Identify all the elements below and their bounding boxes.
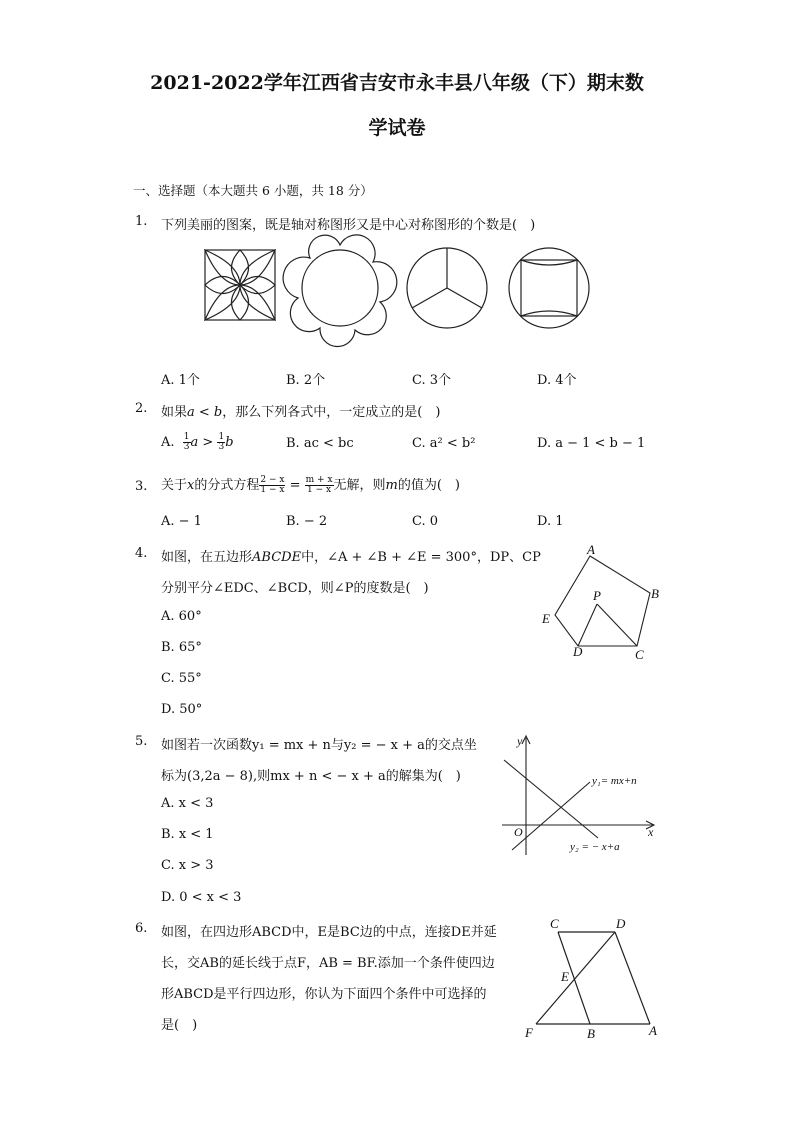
q5-line2: 标为(3,2a − 8),则mx + n < − x + a的解集为( ) — [161, 769, 461, 784]
q6-line4: 是( ) — [161, 1018, 198, 1033]
label-C: C — [635, 647, 644, 662]
q5-option-a: A. x < 3 — [161, 796, 214, 811]
q2-option-a: A. $\frac{1}{3}$ a > $\frac{1}{3}$ b — [161, 432, 234, 452]
label-C: C — [550, 916, 559, 931]
label-D: D — [616, 916, 626, 931]
q4-option-c: C. 55° — [161, 671, 202, 686]
page-title: 2021-2022学年江西省吉安市永丰县八年级（下）期末数 — [150, 72, 644, 94]
q3-option-b: B. − 2 — [286, 514, 328, 529]
q1-pattern-figures — [195, 240, 595, 360]
line2-label: y₂ = − x+a — [570, 841, 620, 853]
q5-graph-figure — [498, 730, 668, 860]
q1-stem: 下列美丽的图案，既是轴对称图形又是中心对称图形的个数是( ) — [161, 218, 536, 233]
q5-option-c: C. x > 3 — [161, 858, 214, 873]
label-F: F — [525, 1025, 533, 1040]
axis-x-label: x — [648, 825, 654, 839]
label-B: B — [587, 1026, 595, 1041]
pattern-three-sector-circle — [407, 248, 487, 328]
q3-stem: 关于x的分式方程 $\frac{2 - x}{1 - x}$ = $\frac{m + x}{1 - x}$ 无解，则m的值为( ) — [161, 475, 461, 495]
q1-number: 1. — [135, 214, 148, 229]
q4-pentagon-figure — [535, 540, 675, 665]
q1-option-c: C. 3个 — [412, 373, 452, 388]
line1-label: y₁= mx+n — [592, 775, 637, 787]
pattern-scalloped-circle — [283, 235, 397, 347]
label-E: E — [561, 969, 569, 984]
label-E: E — [542, 611, 550, 626]
q2-option-d: D. a − 1 < b − 1 — [537, 436, 646, 451]
q2-number: 2. — [135, 401, 148, 416]
q4-number: 4. — [135, 546, 148, 561]
label-A: A — [649, 1023, 657, 1038]
q5-line1: 如图若一次函数y₁ = mx + n与y₂ = − x + a的交点坐 — [161, 738, 477, 753]
axis-y-label: y — [517, 734, 523, 748]
label-B: B — [651, 586, 659, 601]
q4-option-d: D. 50° — [161, 702, 203, 717]
q6-line3: 形ABCD是平行四边形，你认为下面四个条件中可选择的 — [161, 987, 487, 1002]
q4-option-b: B. 65° — [161, 640, 202, 655]
q6-line2: 长，交AB的延长线于点F，AB = BF.添加一个条件使四边 — [161, 956, 495, 971]
q2-option-c: C. a² < b² — [412, 436, 476, 451]
q4-option-a: A. 60° — [161, 609, 202, 624]
q5-option-d: D. 0 < x < 3 — [161, 890, 242, 905]
q2-option-b: B. ac < bc — [286, 436, 354, 451]
q3-option-d: D. 1 — [537, 514, 564, 529]
q3-option-a: A. − 1 — [161, 514, 202, 529]
pattern-square-petals — [205, 250, 275, 320]
label-D: D — [573, 644, 583, 659]
q3-option-c: C. 0 — [412, 514, 439, 529]
label-A: A — [587, 542, 595, 557]
q6-line1: 如图，在四边形ABCD中，E是BC边的中点，连接DE并延 — [161, 925, 497, 940]
q5-number: 5. — [135, 734, 148, 749]
q1-option-a: A. 1个 — [161, 373, 200, 388]
q4-line1: 如图，在五边形ABCDE中，∠A + ∠B + ∠E = 300°，DP、CP — [161, 550, 541, 565]
page-title-line2: 学试卷 — [368, 117, 426, 139]
q3-number: 3. — [135, 479, 148, 494]
q1-option-b: B. 2个 — [286, 373, 326, 388]
q1-option-d: D. 4个 — [537, 373, 577, 388]
q2-stem: 如果a < b，那么下列各式中，一定成立的是( ) — [161, 405, 441, 420]
q6-quadrilateral-figure — [520, 914, 670, 1044]
q4-line2: 分别平分∠EDC、∠BCD，则∠P的度数是( ) — [161, 581, 429, 596]
q5-option-b: B. x < 1 — [161, 827, 214, 842]
q6-number: 6. — [135, 921, 148, 936]
section-header: 一、选择题（本大题共 6 小题，共 18 分） — [133, 183, 373, 198]
label-P: P — [593, 588, 601, 603]
origin-label: O — [514, 825, 523, 839]
pattern-circle-square — [509, 248, 589, 328]
